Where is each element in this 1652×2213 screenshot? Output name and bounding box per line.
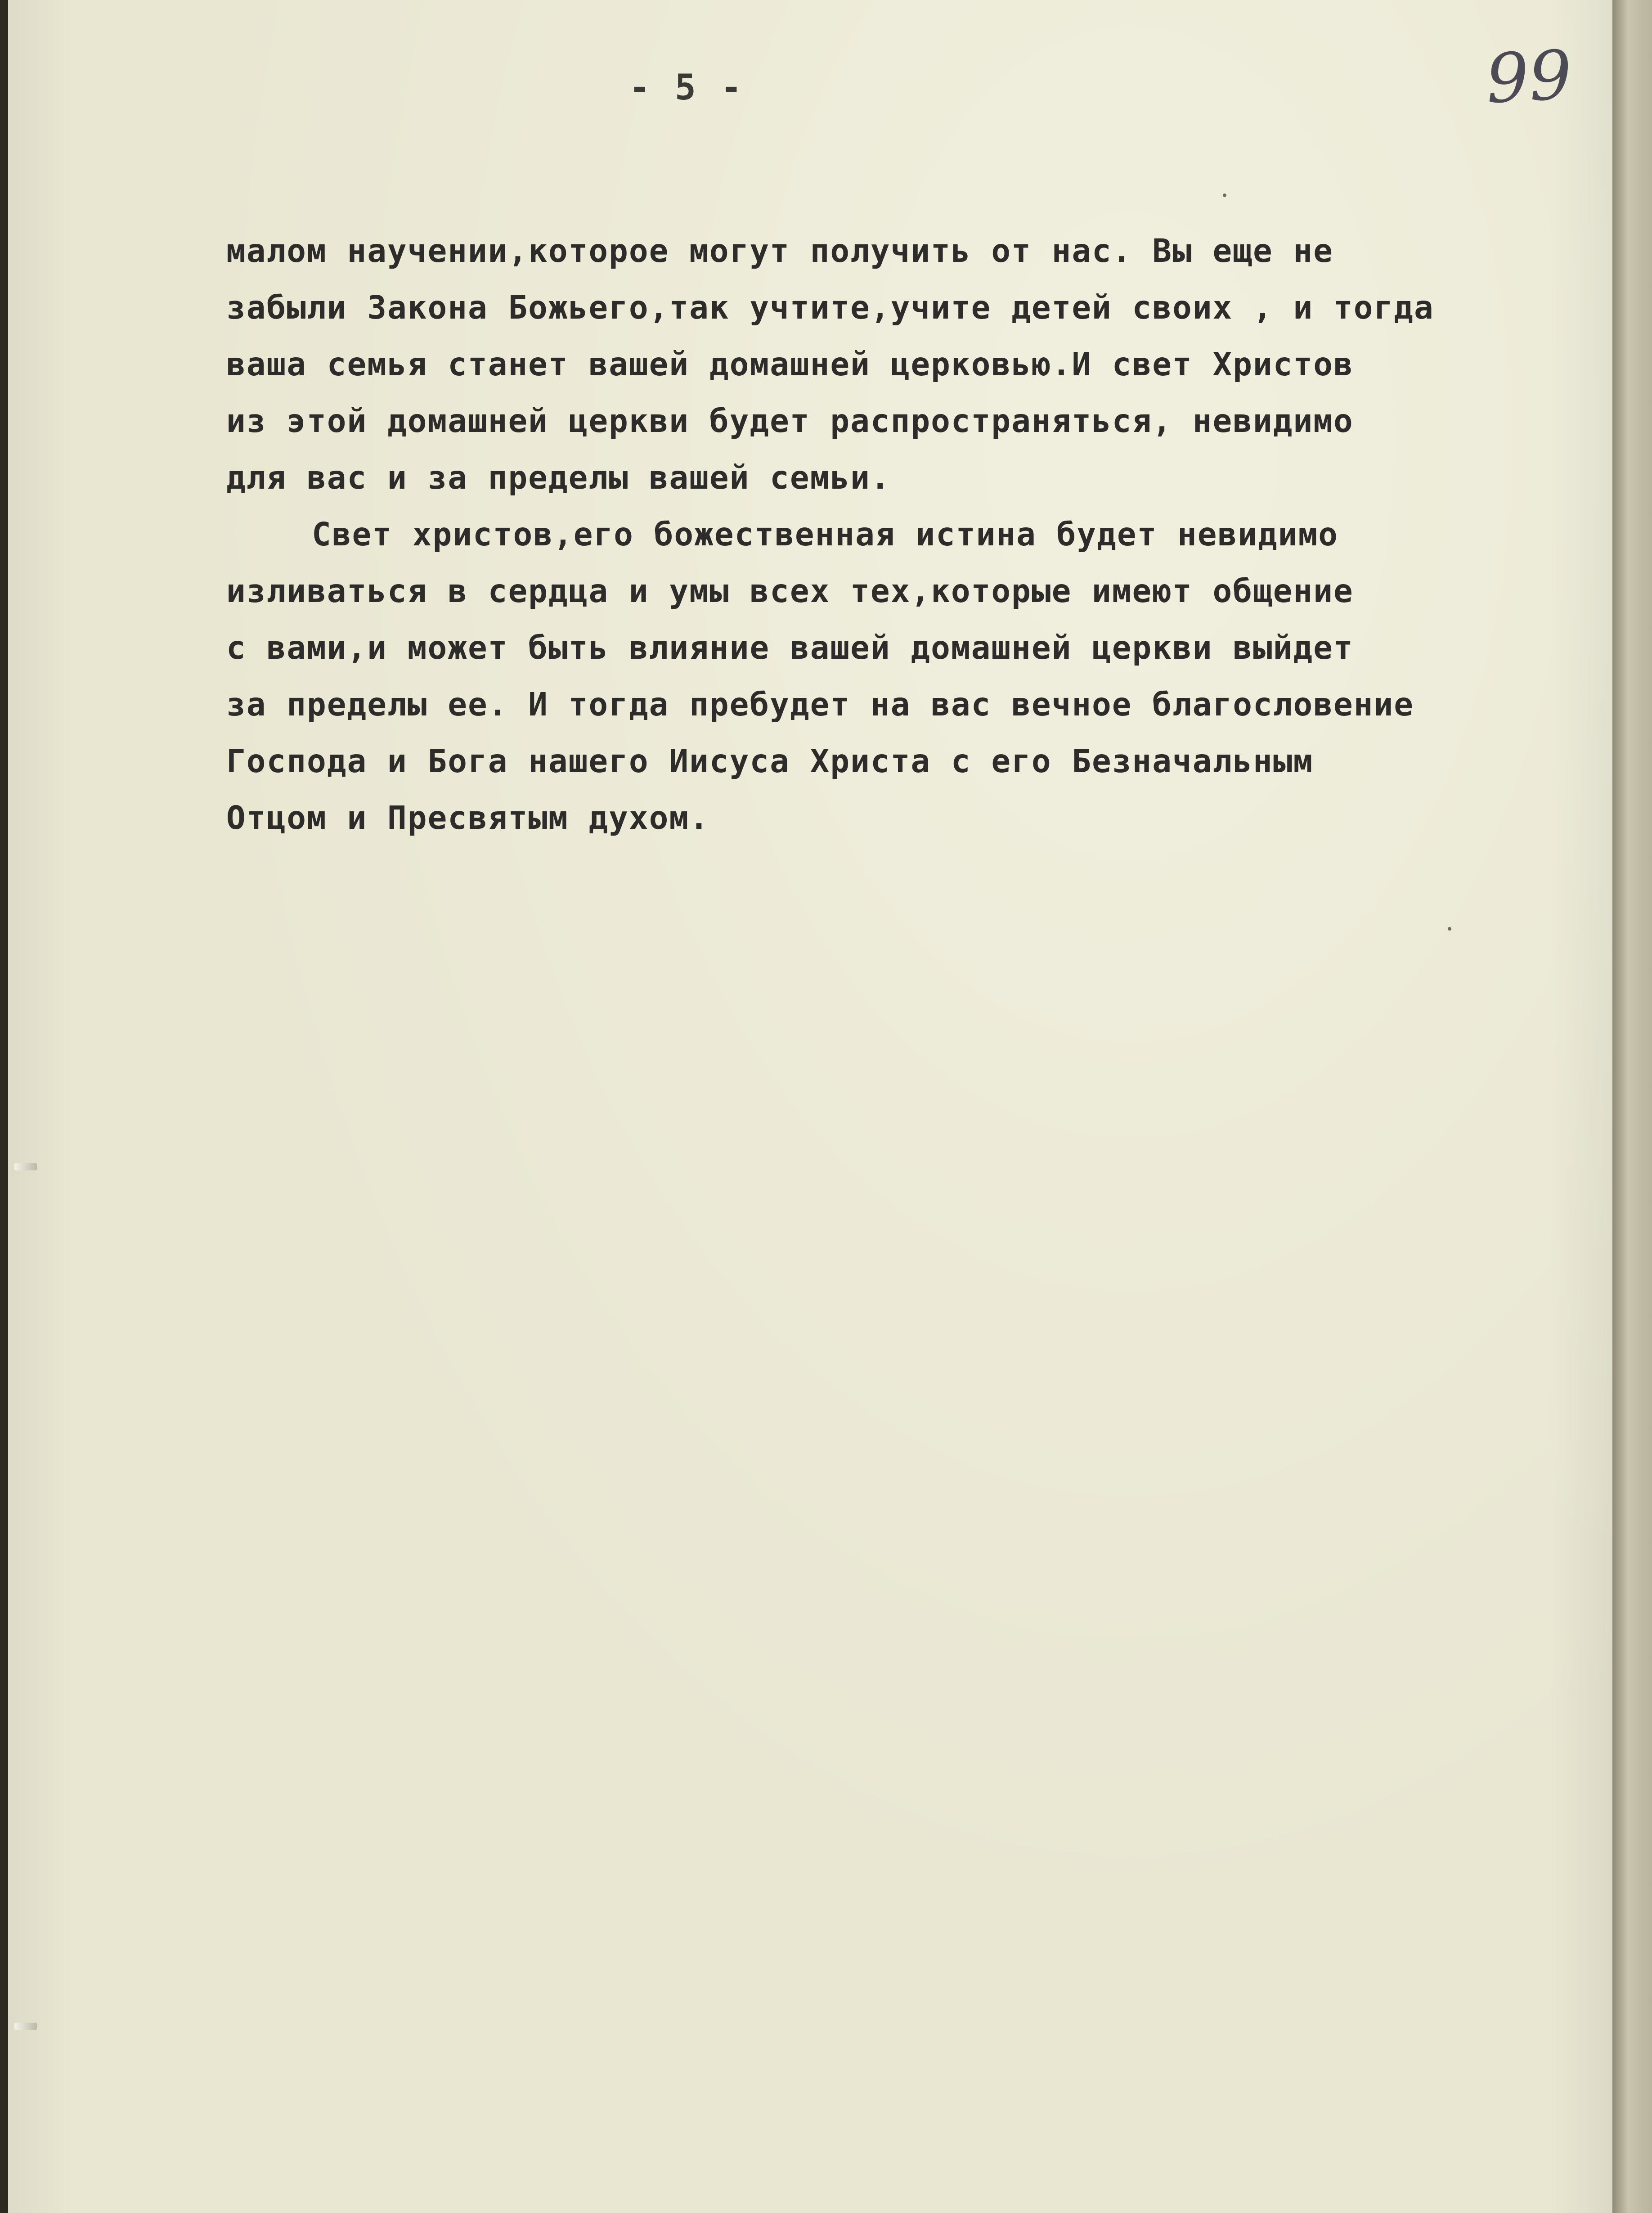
text-line: Свет христов,его божественная истина будет невидимо: [312, 516, 1339, 553]
text-line: Отцом и Пресвятым духом.: [226, 799, 709, 837]
typed-body-text: [226, 223, 1612, 846]
staple-mark: [14, 2023, 37, 2030]
paper-speck: [1448, 927, 1451, 931]
text-line: с вами,и может быть влияние вашей домашней церкви выйдет: [226, 629, 1354, 666]
staple-mark: [14, 1163, 37, 1170]
text-line: ваша семья станет вашей домашней церковью.И свет Христов: [226, 346, 1354, 383]
text-line: забыли Закона Божьего,так учтите,учите детей своих , и тогда: [226, 289, 1434, 326]
document-page: [8, 0, 1612, 2213]
background-edge: [1612, 0, 1652, 2213]
text-line: изливаться в сердца и умы всех тех,которые имеют общение: [226, 572, 1354, 610]
text-line: за пределы ее. И тогда пребудет на вас вечное благословение: [226, 686, 1414, 723]
text-line: Господа и Бога нашего Иисуса Христа с его Безначальным: [226, 742, 1314, 780]
page-number: - 5 -: [629, 67, 744, 108]
text-line: из этой домашней церкви будет распространяться, невидимо: [226, 402, 1354, 440]
handwritten-folio-number: 99: [1484, 36, 1574, 119]
text-line: для вас и за пределы вашей семьи.: [226, 459, 891, 496]
binding-edge: [0, 0, 8, 2213]
text-line: малом научении,которое могут получить от нас. Вы еще не: [226, 232, 1334, 270]
paper-speck: [1223, 193, 1226, 197]
